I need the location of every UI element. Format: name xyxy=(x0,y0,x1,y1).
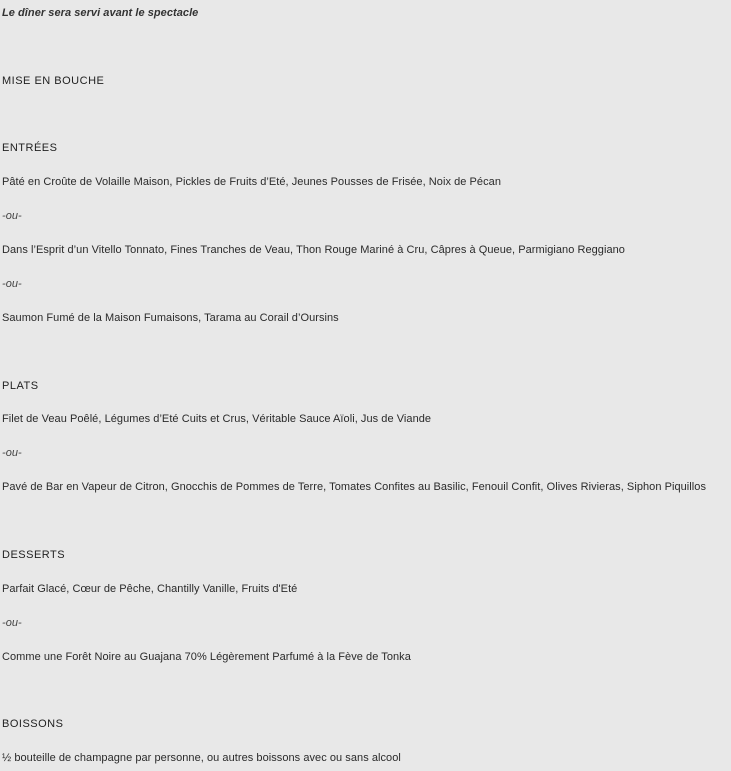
entree-item-1: Pâté en Croûte de Volaille Maison, Pickles de Fruits d’Eté, Jeunes Pousses de Frisée, Noix de Pécan xyxy=(2,176,501,188)
section-heading-desserts: DESSERTS xyxy=(2,549,66,561)
plat-separator-1: -ou- xyxy=(2,447,22,459)
plat-item-2: Pavé de Bar en Vapeur de Citron, Gnocchis de Pommes de Terre, Tomates Confites au Basilic, Fenouil Confit, Olives Rivieras, Siphon Piquillos xyxy=(2,481,707,493)
section-heading-boissons: BOISSONS xyxy=(2,718,64,730)
section-heading-plats: PLATS xyxy=(2,380,39,392)
dessert-item-1: Parfait Glacé, Cœur de Pêche, Chantilly Vanille, Fruits d'Eté xyxy=(2,583,298,595)
intro-note: Le dîner sera servi avant le spectacle xyxy=(2,7,199,19)
plat-item-1: Filet de Veau Poêlé, Légumes d’Eté Cuits et Crus, Véritable Sauce Aïoli, Jus de Viande xyxy=(2,413,432,425)
section-heading-entrees: ENTRÉES xyxy=(2,142,58,154)
entree-item-3: Saumon Fumé de la Maison Fumaisons, Tarama au Corail d’Oursins xyxy=(2,312,339,324)
entree-separator-1: -ou- xyxy=(2,210,22,222)
entree-separator-2: -ou- xyxy=(2,278,22,290)
dessert-separator-1: -ou- xyxy=(2,617,22,629)
entree-item-2: Dans l’Esprit d’un Vitello Tonnato, Fines Tranches de Veau, Thon Rouge Mariné à Cru, Câpres à Queue, Parmigiano Reggiano xyxy=(2,244,625,256)
dessert-item-2: Comme une Forêt Noire au Guajana 70% Légèrement Parfumé à la Fève de Tonka xyxy=(2,651,411,663)
section-heading-mise-en-bouche: MISE EN BOUCHE xyxy=(2,75,105,87)
boisson-item-1: ½ bouteille de champagne par personne, ou autres boissons avec ou sans alcool xyxy=(2,752,401,764)
